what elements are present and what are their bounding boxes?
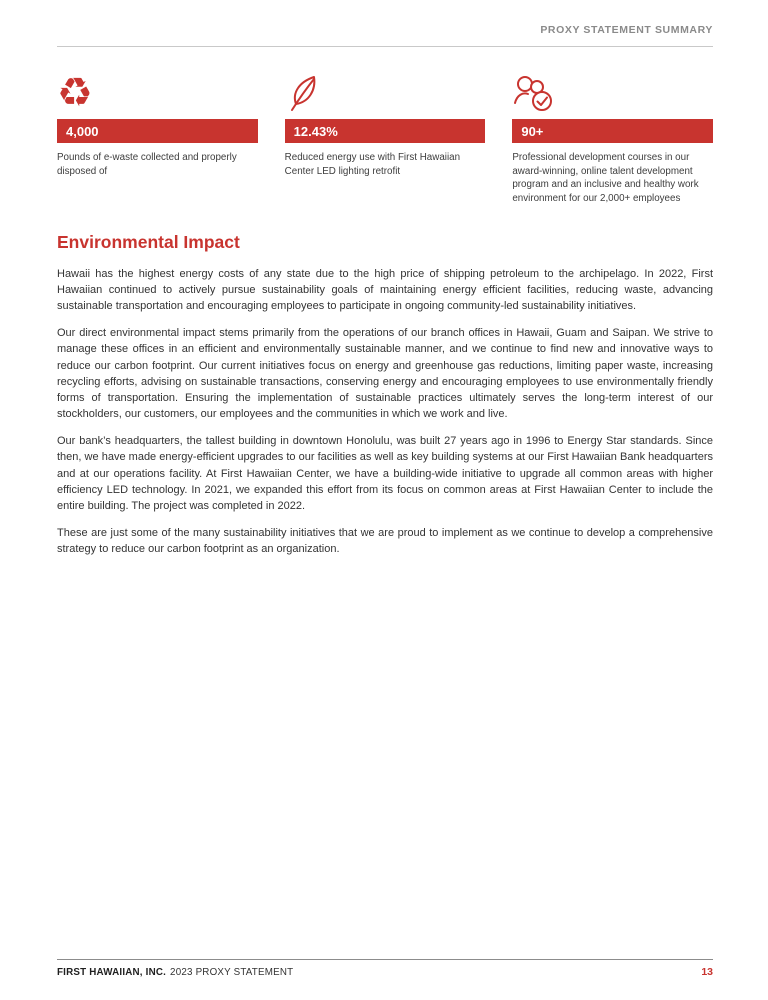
header-divider bbox=[57, 46, 713, 47]
leaf-icon bbox=[285, 67, 486, 113]
stats-row bbox=[57, 67, 713, 206]
stat-value-bar bbox=[57, 119, 258, 143]
paragraph-2: Our direct environmental impact stems primarily from the operations of our branch offices in Hawaii, Guam and Saipan. We strive to manage these offices in an efficient and environmentally sustainable manner, and we continue to find new and innovative ways to reduce our carbon footprint. Our current initiatives focus on energy and greenhouse gas reductions, limiting paper waste, increasing recycling efforts, advising on sustainable transactions, conserving energy and encouraging employees to use environmentally friendly forms of transportation. Ensuring the implementation of sustainable practices ultimately serves the long-term interest of our stockholders, our customers, our employees and the communities in which we work and live. bbox=[57, 327, 713, 421]
stat-energy bbox=[285, 67, 486, 206]
stat-value: 4,000 bbox=[66, 123, 99, 139]
stat-value-bar bbox=[512, 119, 713, 143]
stat-value-bar bbox=[285, 119, 486, 143]
page-number: 13 bbox=[701, 966, 713, 978]
footer-doc-title: 2023 PROXY STATEMENT bbox=[170, 967, 294, 978]
footer-divider bbox=[57, 959, 713, 960]
stat-value: 90+ bbox=[521, 123, 544, 139]
stat-value: 12.43% bbox=[293, 123, 338, 139]
recycle-icon: ♻ bbox=[57, 70, 93, 116]
stat-caption: Professional development courses in our award-winning, online talent development program and an inclusive and healthy work environment for our 2,000+ employees bbox=[512, 152, 699, 205]
page-footer bbox=[57, 959, 713, 978]
stat-caption: Reduced energy use with First Hawaiian Center LED lighting retrofit bbox=[284, 152, 461, 177]
people-check-icon bbox=[512, 67, 713, 113]
footer-company: FIRST HAWAIIAN, INC. bbox=[57, 967, 167, 978]
paragraph-1: Hawaii has the highest energy costs of any state due to the high price of shipping petroleum to the archipelago. In 2022, First Hawaiian continued to actively pursue sustainability goals of maintaining energy efficient facilities, reducing waste, advancing sustainable transportation and encouraging employees to participate in ongoing community-led sustainability initiatives. bbox=[57, 267, 713, 313]
header-title: PROXY STATEMENT SUMMARY bbox=[540, 24, 713, 36]
stat-development bbox=[512, 67, 713, 206]
stat-ewaste bbox=[57, 67, 258, 206]
stat-caption: Pounds of e-waste collected and properly disposed of bbox=[57, 152, 237, 177]
paragraph-4: These are just some of the many sustainability initiatives that we are proud to implement as we continue to develop a comprehensive strategy to reduce our carbon footprint as an organization. bbox=[57, 527, 713, 556]
section-title: Environmental Impact bbox=[57, 231, 240, 252]
paragraph-3: Our bank’s headquarters, the tallest building in downtown Honolulu, was built 27 years ago in 1996 to Energy Star standards. Since then, we have made energy-efficient upgrades to our facilities as well as key building systems at our First Hawaiian Bank headquarters and at our operations facility. At First Hawaiian Center, we have a building-wide initiative to upgrade all common areas with higher efficiency LED technology. In 2021, we expanded this effort from its focus on common areas at First Hawaiian Center to include the entire building. The project was completed in 2022. bbox=[57, 435, 713, 512]
page-content bbox=[57, 0, 713, 568]
